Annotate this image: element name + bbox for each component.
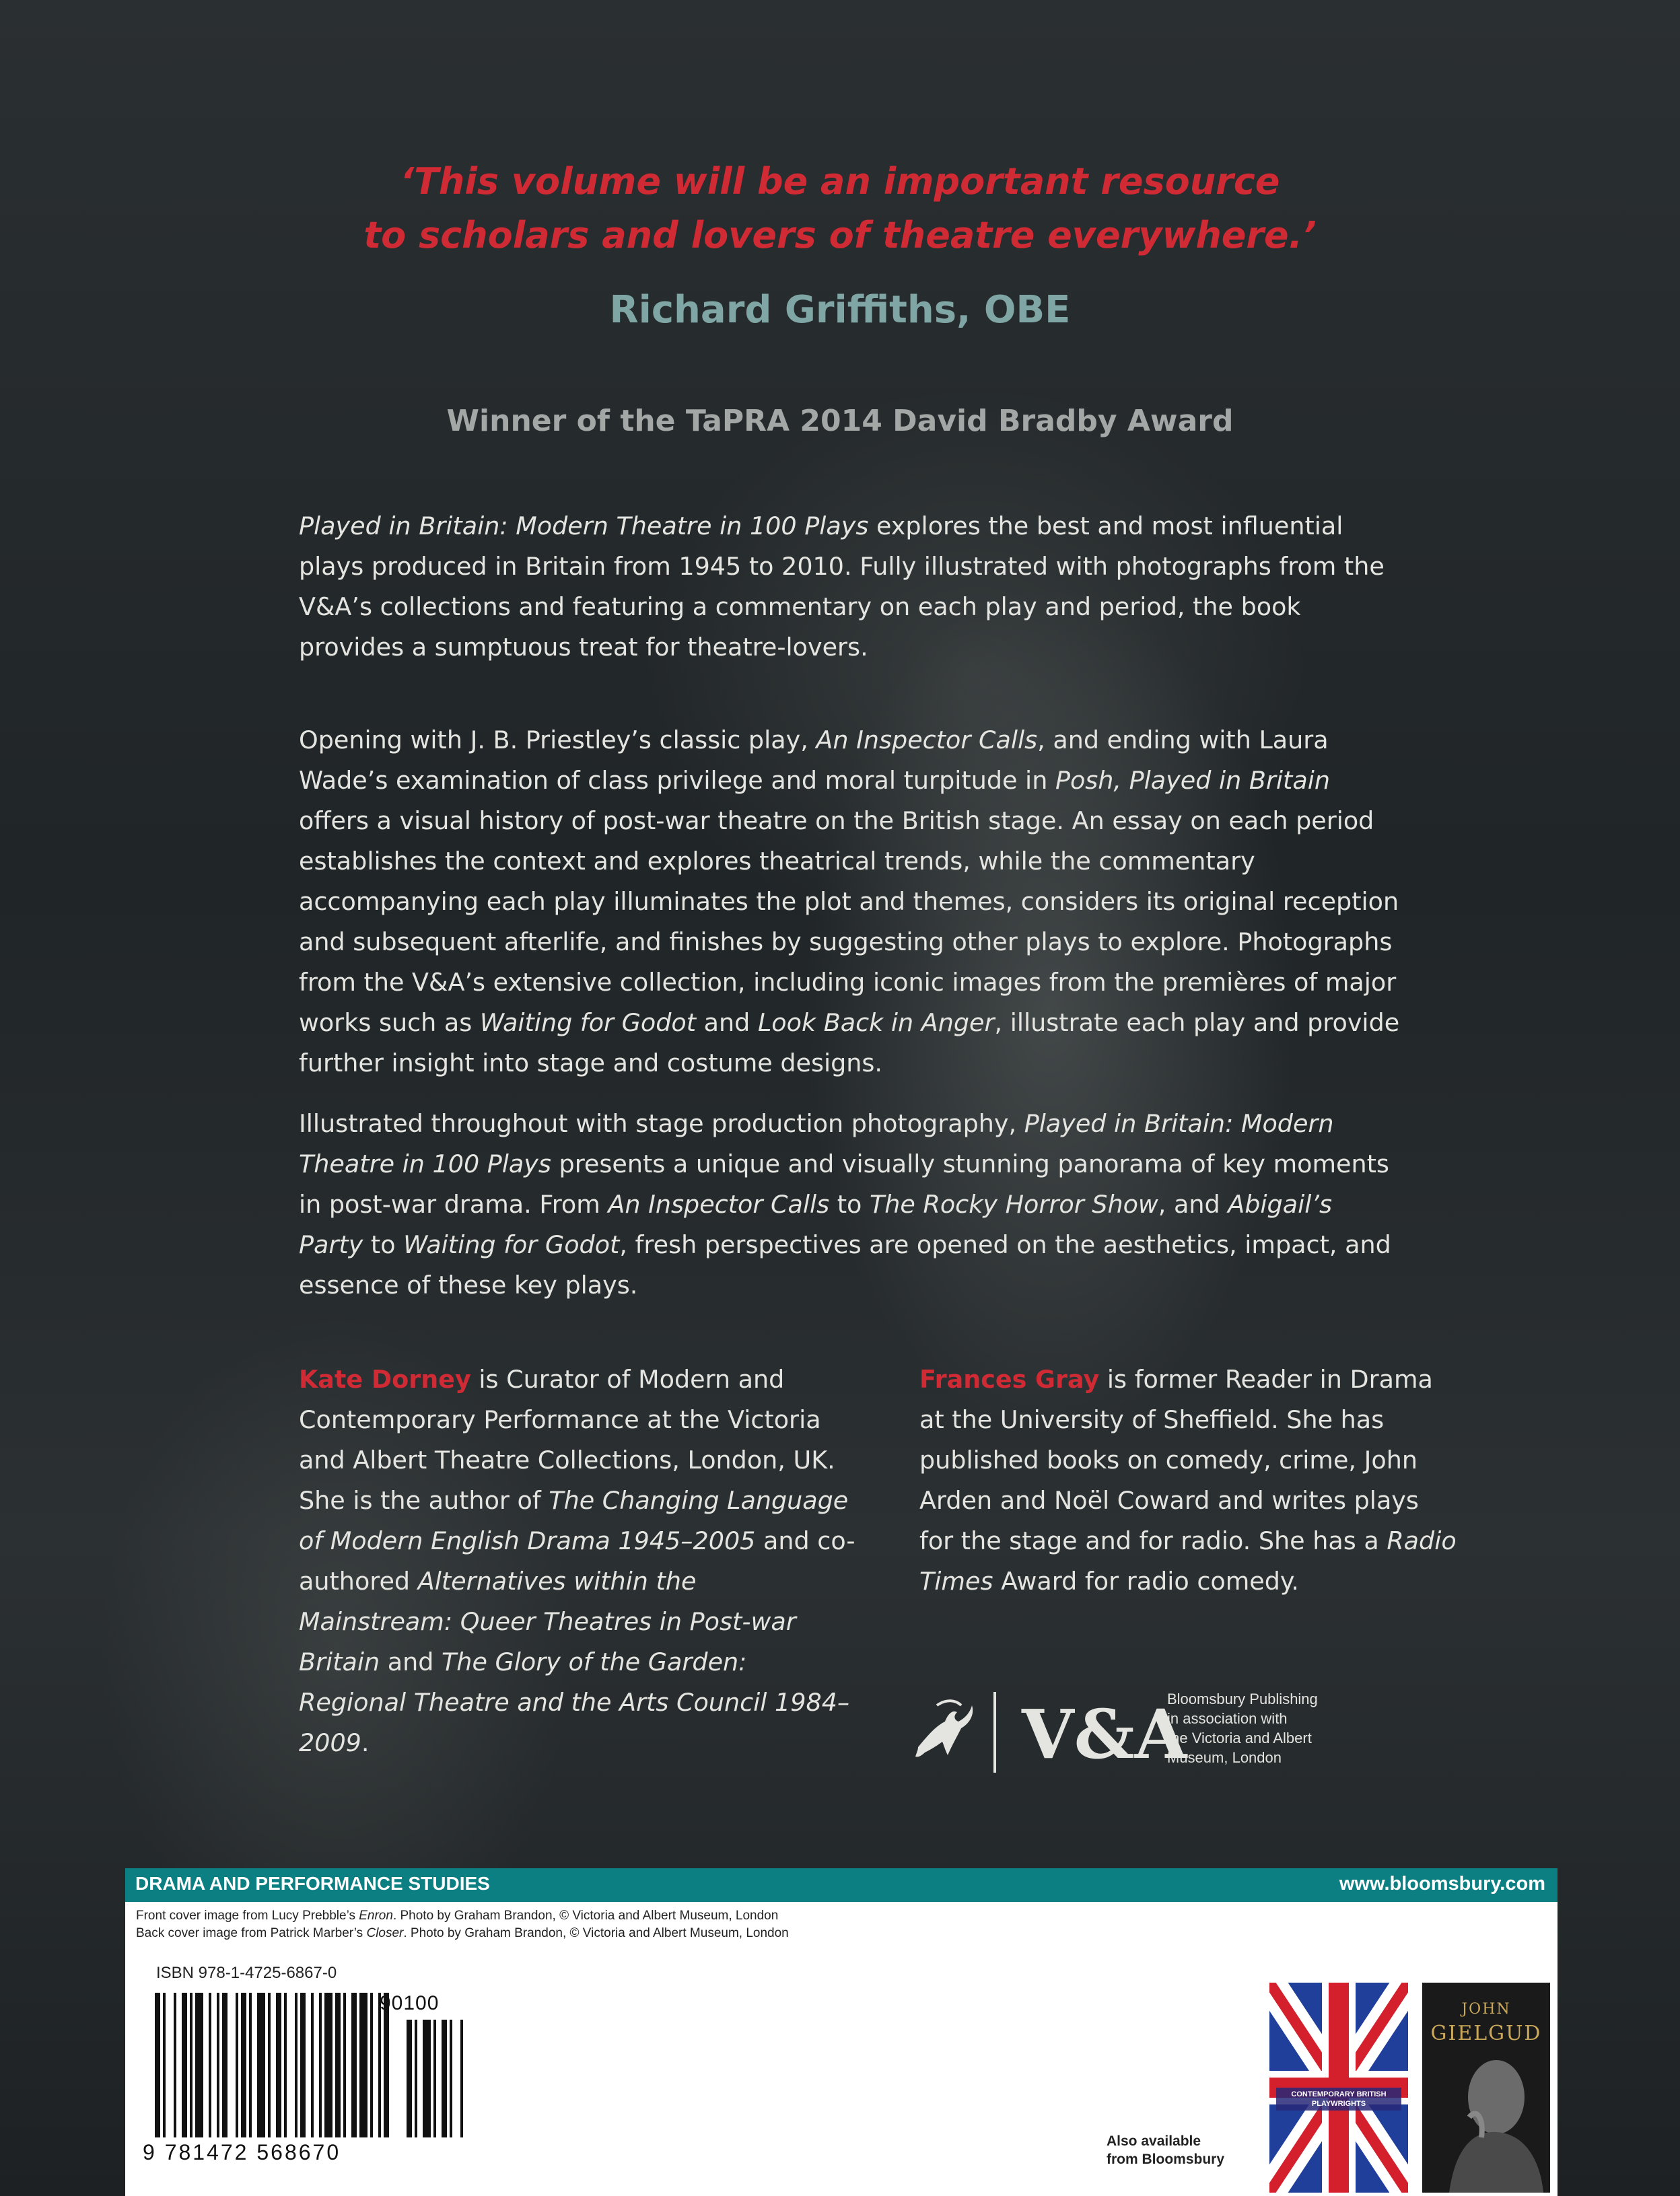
bio-frances-gray: Frances Gray is former Reader in Drama at the University of Sheffield. She has published books on comedy, crime, John Arden and Noël Coward and writes plays for the stage and for radio. She has a Radio Times Award for radio comedy.: [919, 1365, 1457, 1596]
va-logo: V&A: [1022, 1695, 1187, 1774]
publisher-url: www.bloomsbury.com: [1339, 1873, 1545, 1894]
series-band: [125, 1868, 1558, 1902]
description-paragraph-2: Opening with J. B. Priestley’s classic play, An Inspector Calls, and ending with Laura Wade’s examination of class privilege and moral turpitude in Posh, Played in Britain offers a visual history of post-war theatre on the British stage. An essay on each period establishes the context and explores theatrical trends, while the commentary accompanying each play illuminates the plot and themes, considers its original reception and subsequent afterlife, and finishes by suggesting other plays to explore. Photographs from the V&A’s extensive collection, including iconic images from the premières of major works such as Waiting for Godot and Look Back in Anger, illustrate each play and provide further insight into stage and costume designs.: [299, 725, 1400, 1077]
also-available-line-2: from Bloomsbury: [1107, 2152, 1225, 2167]
price-code: 90100: [380, 1992, 440, 2014]
publisher-line-1: Bloomsbury Publishing: [1167, 1691, 1318, 1707]
series-title: DRAMA AND PERFORMANCE STUDIES: [135, 1873, 490, 1894]
bottom-panel: [125, 1868, 1558, 2196]
isbn: ISBN 978-1-4725-6867-0: [156, 1964, 337, 1982]
back-cover-credit: Back cover image from Patrick Marber’s Closer. Photo by Graham Brandon, © Victoria and Albert Museum, London: [136, 1926, 789, 1940]
publisher-line-4: Museum, London: [1167, 1749, 1282, 1766]
publisher-line-3: the Victoria and Albert: [1167, 1730, 1312, 1746]
description-paragraph-3: Illustrated throughout with stage production photography, Played in Britain: Modern Theatre in 100 Plays presents a unique and visually stunning panorama of key moments in post-war drama. From An Inspector Calls to The Rocky Horror Show, and Abigail’s Party to Waiting for Godot, fresh perspectives are opened on the aesthetics, impact, and essence of these key plays.: [299, 1109, 1391, 1300]
also-available-line-1: Also available: [1107, 2133, 1201, 2149]
book2-author-last: GIELGUD: [1430, 2022, 1542, 2045]
publisher-text: [1167, 1689, 1318, 1767]
bloomsbury-diana-logo: [915, 1701, 973, 1757]
book-cover-playwrights: [1269, 1983, 1408, 2193]
barcode-digits: 9 781472 568670: [143, 2140, 341, 2164]
front-cover-credit: Front cover image from Lucy Prebble’s Enron. Photo by Graham Brandon, © Victoria and Albert Museum, London: [136, 1909, 779, 1923]
book2-author-first: JOHN: [1461, 2001, 1511, 2018]
book-cover-gielgud: [1422, 1983, 1550, 2193]
barcode: [152, 1993, 468, 2141]
publisher-line-2: in association with: [1167, 1710, 1288, 1727]
book1-title: CONTEMPORARY BRITISH PLAYWRIGHTS: [1276, 2088, 1401, 2111]
quote-line-1: ‘This volume will be an important resource: [400, 160, 1280, 203]
also-available: [1107, 2132, 1224, 2168]
gielgud-portrait: [1422, 1983, 1550, 2193]
award-line: Winner of the TaPRA 2014 David Bradby Award: [446, 404, 1234, 438]
logo-divider: [993, 1692, 996, 1773]
quote-attribution: Richard Griffiths, OBE: [609, 288, 1071, 332]
quote-line-2: to scholars and lovers of theatre everywhere.’: [363, 214, 1317, 256]
description-paragraph-1: Played in Britain: Modern Theatre in 100 Plays explores the best and most influential plays produced in Britain from 1945 to 2010. Fully illustrated with photographs from the V&A’s collections and featuring a commentary on each play and period, the book provides a sumptuous treat for theatre-lovers.: [299, 511, 1385, 662]
bio-kate-dorney: Kate Dorney is Curator of Modern and Contemporary Performance at the Victoria and Albert Theatre Collections, London, UK. She is the author of The Changing Language of Modern English Drama 1945–2005 and co-authored Alternatives within the Mainstream: Queer Theatres in Post-war Britain and The Glory of the Garden: Regional Theatre and the Arts Council 1984–2009.: [299, 1365, 855, 1757]
